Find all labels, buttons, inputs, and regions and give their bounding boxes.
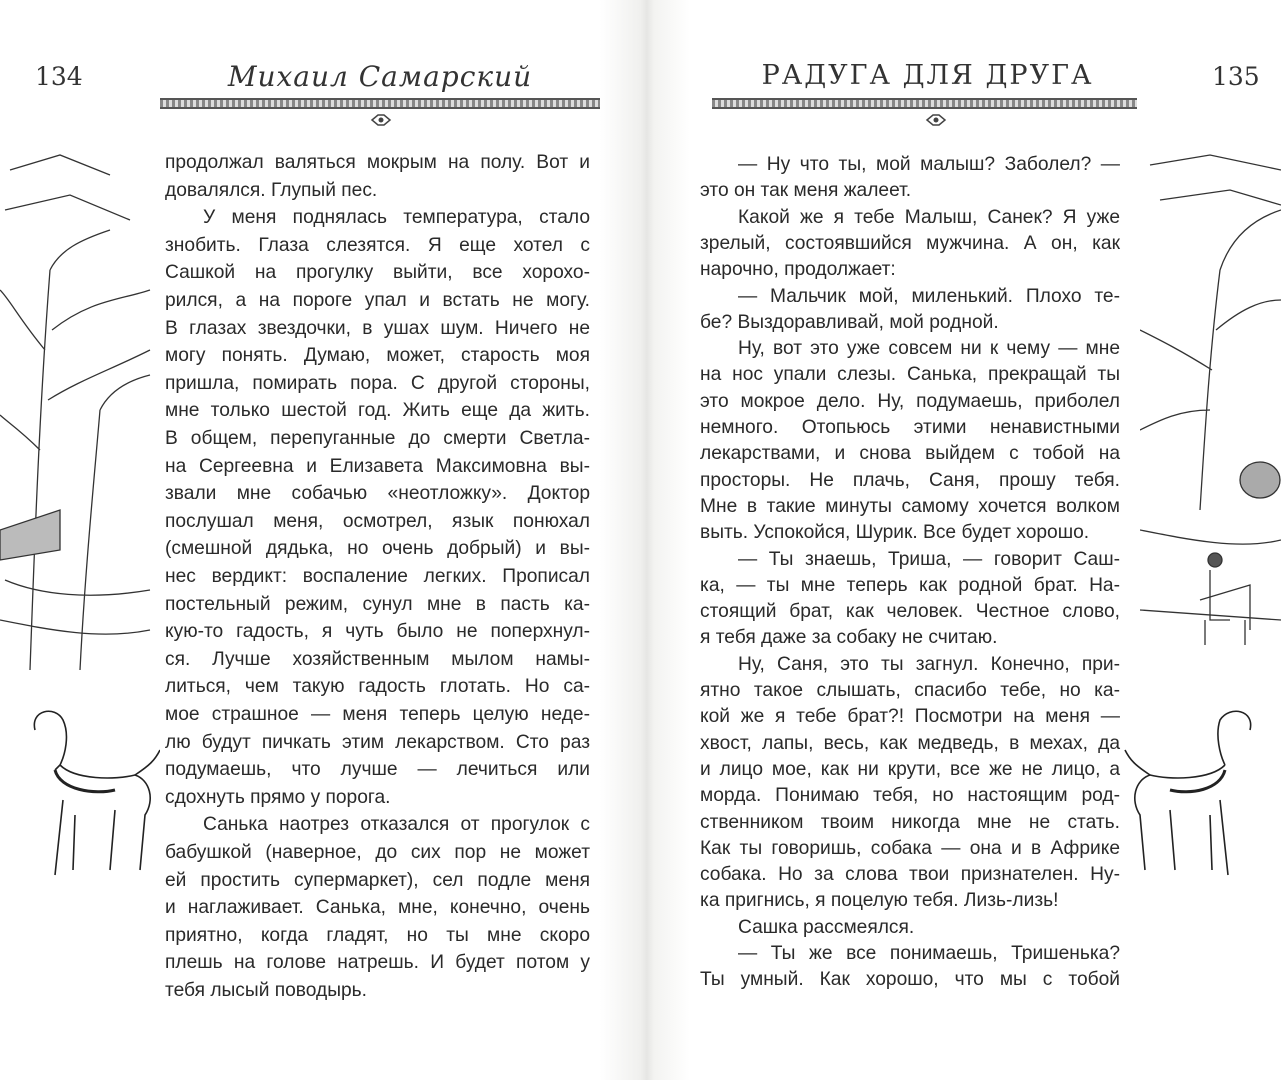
text-line: подумаешь, что лучше — лечиться или — [165, 759, 590, 781]
text-line: знобить. Глаза слезятся. Я еще хотел с — [165, 234, 590, 256]
text-line: плешь на голове натрешь. И будет потом у — [165, 952, 590, 974]
text-line: Сашкой на прогулку выйти, все хорохо- — [165, 262, 590, 284]
text-line: могу понять. Думаю, может, старость моя — [165, 345, 590, 367]
text-line: приятно, когда гладят, но ты мне скоро — [165, 924, 590, 946]
text-line: мне только шестой год. Жить еще да жить. — [165, 400, 590, 422]
text-line: зрелый, состоявшийся мужчина. А он, как — [700, 232, 1120, 254]
text-line: кой же я тебе брат?! Посмотри на меня — — [700, 706, 1120, 728]
text-line: выть. Успокойся, Шурик. Все будет хорошо. — [700, 522, 1090, 544]
book-gutter — [600, 0, 690, 1080]
text-line: Ну, вот это уже совсем ни к чему — мне — [738, 338, 1120, 360]
text-line: морда. Понимаю тебя, но настоящим род- — [700, 785, 1120, 807]
text-line: на нос упали слезы. Санька, прекращай ты — [700, 364, 1120, 386]
text-line: Ты умный. Как хорошо, что мы с тобой — [700, 969, 1120, 991]
right-page-text — [700, 154, 1120, 1014]
text-line: бе? Выздоравливай, мой родной. — [700, 311, 999, 333]
text-line: Сашка рассмеялся. — [738, 916, 915, 938]
running-head-title: РАДУГА ДЛЯ ДРУГА — [761, 60, 1094, 91]
text-line: собака. Но за слова твои признателен. Ну- — [700, 864, 1120, 886]
text-line: нес вердикт: воспаление легких. Прописал — [165, 566, 590, 587]
dog-illustration — [1120, 700, 1270, 890]
page-number-left: 134 — [35, 62, 83, 91]
text-line: — Ты же все понимаешь, Тришенька? — [738, 943, 1120, 964]
text-line: ка, — ты мне теперь как родной брат. На- — [700, 574, 1120, 596]
text-line: Санька наотрез отказался от прогулок с — [203, 814, 590, 836]
text-line: литься, чем такую гадость глотать. Но са- — [165, 676, 590, 698]
text-line: Как ты говоришь, собака — она и в Африке — [700, 837, 1120, 859]
text-line: В глазах звездочки, в ушах шум. Ничего не — [165, 317, 590, 339]
text-line: это он так меня жалеет. — [700, 180, 912, 202]
text-line: ся. Лучше хозяйственным мылом намы- — [165, 648, 590, 670]
tree-bench-illustration — [1140, 150, 1281, 680]
text-line: кую-то гадость, я чуть было не поперхнул- — [165, 621, 590, 643]
page-number-right: 135 — [1212, 62, 1260, 91]
text-line: ей простить супермаркет), сел подле меня — [165, 869, 590, 891]
text-line: Мне в такие минуты самому хочется волком — [700, 495, 1120, 517]
text-line: мое страшное — меня теперь целую неде- — [165, 704, 590, 725]
winter-park-illustration — [0, 150, 155, 670]
left-page-text — [165, 152, 590, 1022]
text-line: я тебя даже за собаку не считаю. — [700, 627, 998, 649]
text-line: ятно такое слышать, спасибо тебе, но ка- — [700, 680, 1120, 701]
text-line: сдохнуть прямо у порога. — [165, 786, 391, 808]
running-head-author: Михаил Самарский — [227, 60, 533, 93]
text-line: звали мне собачью «неотложку». Доктор — [165, 483, 590, 505]
text-line: тебя лысый поводырь. — [165, 980, 368, 1001]
text-line: и лицо мое, как ни крути, все же не лицо, а — [700, 758, 1120, 780]
text-line: ка пригнись, я поцелую тебя. Лизь-лизь! — [700, 890, 1059, 912]
text-line: Ну, Саня, это ты загнул. Конечно, при- — [738, 653, 1120, 675]
text-line: (смешной дядька, но очень добрый) и вы- — [165, 538, 590, 560]
text-line: продолжал валяться мокрым на полу. Вот и — [165, 152, 590, 173]
text-line: хвост, лапы, весь, как медведь, в мехах, да — [700, 732, 1120, 754]
text-line: ственником твоим никогда мне не стать. — [700, 811, 1120, 833]
text-line: бабушкой (наверное, до сих пор не может — [165, 842, 590, 863]
text-line: довалялся. Глупый пес. — [165, 179, 378, 201]
decorative-rule-left — [160, 98, 600, 109]
text-line: Какой же я тебе Малыш, Санек? Я уже — [738, 206, 1120, 228]
text-line: просторы. Не плачь, Саня, прошу тебя. — [700, 469, 1120, 491]
text-line: рился, а на пороге упал и встать не могу. — [165, 290, 590, 311]
text-line: лю будут пичкать этим лекарством. Сто раз — [165, 731, 590, 753]
text-line: В общем, перепуганные до смерти Светла- — [165, 428, 590, 449]
text-line: нарочно, продолжает: — [700, 259, 896, 281]
text-line: и наглаживает. Санька, мне, конечно, очень — [165, 897, 590, 919]
text-line: стоящий брат, как человек. Честное слово, — [700, 601, 1120, 623]
text-line: постельный режим, сунул мне в пасть ка- — [165, 593, 590, 615]
text-line: пришла, помирать пора. С другой стороны, — [165, 372, 590, 394]
ornament-icon — [370, 112, 392, 128]
text-line: — Ну что ты, мой малыш? Заболел? — — [738, 154, 1120, 175]
text-line: У меня поднялась температура, стало — [203, 207, 590, 229]
text-line: немного. Отопьюсь этими ненавистными — [700, 417, 1120, 438]
text-line: — Ты знаешь, Триша, — говорит Саш- — [738, 548, 1120, 570]
text-line: на Сергеевна и Елизавета Максимовна вы- — [165, 455, 590, 477]
text-line: лекарствами, и снова выйдем с тобой на — [700, 443, 1120, 465]
ornament-icon — [925, 112, 947, 128]
text-line: послушал меня, осмотрел, язык понюхал — [165, 510, 590, 532]
dog-illustration — [15, 700, 160, 885]
decorative-rule-right — [712, 98, 1137, 109]
text-line: это мокрое дело. Ну, подумаешь, приболел — [700, 390, 1120, 412]
text-line: — Мальчик мой, миленький. Плохо те- — [738, 285, 1120, 307]
